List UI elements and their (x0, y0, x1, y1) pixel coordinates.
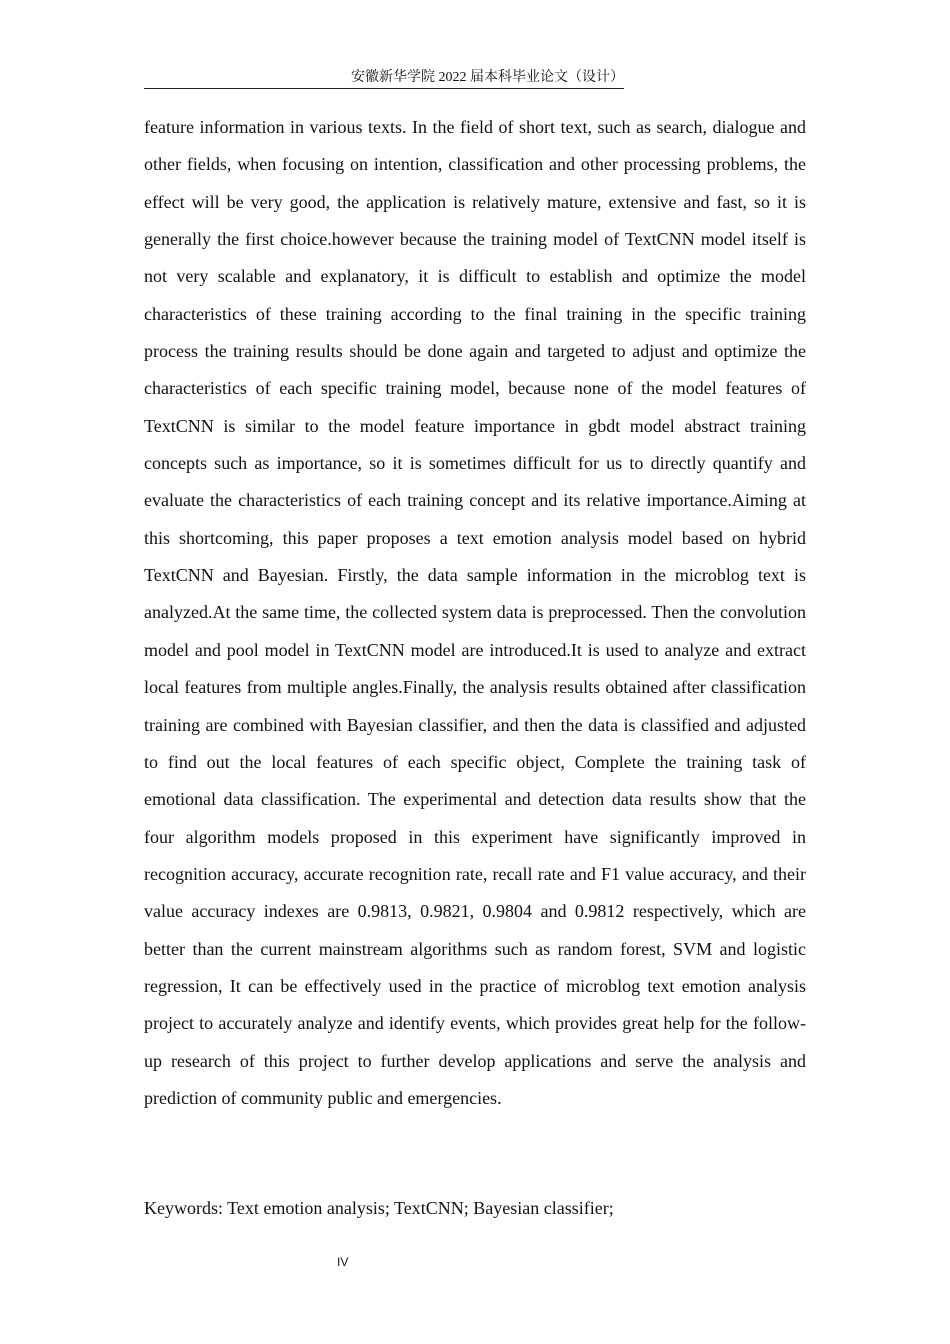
abstract-paragraph: feature information in various texts. In the field of short text, such as search, dialogue and other fields, when focusing on intention, classification and other processing problems, the effect will be very good, the application is relatively mature, extensive and fast, so it is generally the first choice.however because the training model of TextCNN model itself is not very scalable and explanatory, it is difficult to establish and optimize the model characteristics of these training according to the final training in the specific training process the training results should be done again and targeted to adjust and optimize the characteristics of each specific training model, because none of the model features of TextCNN is similar to the model feature importance in gbdt model abstract training concepts such as importance, so it is sometimes difficult for us to directly quantify and evaluate the characteristics of each training concept and its relative importance.Aiming at this shortcoming, this paper proposes a text emotion analysis model based on hybrid TextCNN and Bayesian. Firstly, the data sample information in the microblog text is analyzed.At the same time, the collected system data is preprocessed. Then the convolution model and pool model in TextCNN model are introduced.It is used to analyze and extract local features from multiple angles.Finally, the analysis results obtained after classification training are combined with Bayesian classifier, and then the data is classified and adjusted to find out the local features of each specific object, Complete the training task of emotional data classification. The experimental and detection data results show that the four algorithm models proposed in this experiment have significantly improved in recognition accuracy, accurate recognition rate, recall rate and F1 value accuracy, and their value accuracy indexes are 0.9813, 0.9821, 0.9804 and 0.9812 respectively, which are better than the current mainstream algorithms such as random forest, SVM and logistic regression, It can be effectively used in the practice of microblog text emotion analysis project to accurately analyze and identify events, which provides great help for the follow-up research of this project to further develop applications and serve the analysis and prediction of community public and emergencies. (144, 117, 806, 1108)
page-number: IV (337, 1255, 349, 1269)
page-header: 安徽新华学院 2022 届本科毕业论文（设计） (144, 68, 624, 89)
keywords-line: Keywords: Text emotion analysis; TextCNN; Bayesian classifier; (144, 1198, 614, 1218)
